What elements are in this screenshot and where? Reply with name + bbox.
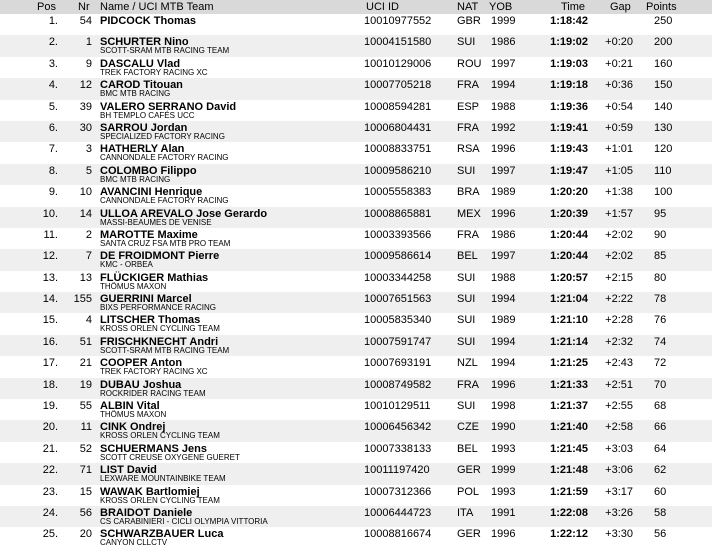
rider-nationality: GBR <box>457 15 481 27</box>
rider-team: SCOTT-SRAM MTB RACING TEAM <box>100 46 230 56</box>
rider-number: 9 <box>85 57 92 70</box>
rider-nationality: SUI <box>457 293 476 306</box>
rider-team: CANNONDALE FACTORY RACING <box>100 196 229 206</box>
rider-name: DUBAU Joshua <box>100 378 182 391</box>
rider-number: 51 <box>79 335 92 348</box>
rider-team: CANYON CLLCTV <box>100 538 168 548</box>
rider-uci-id: 10010129511 <box>364 400 431 413</box>
rider-gap: +3:26 <box>605 506 633 519</box>
rider-team: KMC - ORBEA <box>100 260 153 270</box>
rider-year-of-birth: 1993 <box>491 485 516 498</box>
rider-position: 23. <box>42 485 58 498</box>
result-row <box>0 442 712 463</box>
rider-year-of-birth: 1993 <box>491 442 516 455</box>
rider-year-of-birth: 1997 <box>491 250 516 263</box>
rider-number: 7 <box>85 250 92 263</box>
rider-points: 120 <box>654 143 673 156</box>
rider-name: VALERO SERRANO David <box>100 100 237 113</box>
header-points: Points <box>646 1 677 13</box>
rider-nationality: ITA <box>457 506 474 519</box>
rider-points: 76 <box>654 314 667 327</box>
rider-number: 10 <box>79 186 92 199</box>
result-row <box>0 313 712 334</box>
rider-team: SCOTT-SRAM MTB RACING TEAM <box>100 345 230 355</box>
rider-points: 60 <box>654 485 667 498</box>
rider-points: 160 <box>654 57 673 70</box>
rider-gap: +0:20 <box>605 36 633 49</box>
result-row <box>0 399 712 420</box>
results-table <box>0 14 712 549</box>
rider-position: 14. <box>42 293 58 306</box>
rider-nationality: BEL <box>457 442 478 455</box>
rider-position: 10. <box>42 207 58 220</box>
rider-nationality: BEL <box>457 250 478 263</box>
result-row <box>0 356 712 377</box>
rider-number: 155 <box>73 293 92 306</box>
result-row <box>0 249 712 270</box>
result-row <box>0 506 712 527</box>
result-row <box>0 378 712 399</box>
rider-points: 58 <box>654 506 667 519</box>
header-uci-id: UCI ID <box>366 1 399 13</box>
rider-uci-id: 10010977552 <box>364 15 432 27</box>
rider-time: 1:19:47 <box>550 164 588 177</box>
rider-team: TREK FACTORY RACING XC <box>100 67 208 77</box>
rider-year-of-birth: 1989 <box>491 314 516 327</box>
rider-team: THÖMUS MAXON <box>100 281 167 291</box>
rider-time: 1:21:33 <box>550 378 588 391</box>
rider-name: LITSCHER Thomas <box>100 314 201 327</box>
rider-name: CAROD Titouan <box>100 79 183 92</box>
rider-position: 12. <box>42 250 58 263</box>
rider-gap: +1:38 <box>605 186 633 199</box>
rider-points: 62 <box>654 464 667 477</box>
result-row <box>0 292 712 313</box>
rider-position: 20. <box>42 421 58 434</box>
rider-name: AVANCINI Henrique <box>100 186 203 199</box>
rider-year-of-birth: 1986 <box>491 228 516 241</box>
rider-year-of-birth: 1988 <box>491 271 516 284</box>
rider-gap: +2:22 <box>605 293 633 306</box>
rider-position: 9. <box>48 186 58 199</box>
rider-name: DE FROIDMONT Pierre <box>100 250 220 263</box>
rider-number: 56 <box>79 506 92 519</box>
rider-name: ALBIN Vital <box>100 400 160 413</box>
result-row <box>0 485 712 506</box>
rider-name: SCHWARZBAUER Luca <box>100 528 224 541</box>
rider-gap: +1:57 <box>605 207 633 220</box>
rider-time: 1:19:02 <box>550 36 588 49</box>
rider-time: 1:21:40 <box>550 421 588 434</box>
rider-team: SANTA CRUZ FSA MTB PRO TEAM <box>100 238 231 248</box>
rider-nationality: SUI <box>457 400 476 413</box>
result-row <box>0 228 712 249</box>
rider-position: 17. <box>42 357 58 370</box>
rider-year-of-birth: 1992 <box>491 121 516 134</box>
result-row <box>0 35 712 56</box>
rider-gap: +3:17 <box>605 485 633 498</box>
rider-year-of-birth: 1999 <box>491 15 516 27</box>
rider-year-of-birth: 1989 <box>491 186 516 199</box>
rider-gap: +2:02 <box>605 228 633 241</box>
rider-points: 78 <box>654 293 667 306</box>
result-row <box>0 100 712 121</box>
rider-number: 55 <box>79 400 92 413</box>
rider-uci-id: 10005835340 <box>364 314 432 327</box>
rider-points: 140 <box>654 100 673 113</box>
rider-number: 15 <box>79 485 92 498</box>
rider-name: BRAIDOT Daniele <box>100 506 193 519</box>
rider-time: 1:21:25 <box>550 357 588 370</box>
rider-time: 1:22:08 <box>550 506 588 519</box>
rider-gap: +0:54 <box>605 100 633 113</box>
rider-position: 4. <box>48 79 58 92</box>
rider-year-of-birth: 1994 <box>491 293 516 306</box>
rider-nationality: SUI <box>457 335 476 348</box>
rider-number: 5 <box>85 164 92 177</box>
rider-number: 52 <box>79 442 92 455</box>
rider-position: 21. <box>42 442 58 455</box>
header-nr: Nr <box>78 1 90 13</box>
rider-name: FRISCHKNECHT Andri <box>100 335 219 348</box>
rider-team: SCOTT CREUSE OXYGENE GUERET <box>100 452 240 462</box>
rider-uci-id: 10007338133 <box>364 442 432 455</box>
rider-team: CANNONDALE FACTORY RACING <box>100 153 229 163</box>
rider-nationality: ESP <box>457 100 480 113</box>
rider-year-of-birth: 1994 <box>491 79 516 92</box>
rider-gap: +2:58 <box>605 421 633 434</box>
rider-uci-id: 10008594281 <box>364 100 432 113</box>
rider-uci-id: 10005558383 <box>364 186 432 199</box>
rider-nationality: FRA <box>457 79 479 92</box>
rider-gap: +0:59 <box>605 121 633 134</box>
result-row <box>0 57 712 78</box>
rider-time: 1:18:42 <box>550 15 588 27</box>
rider-year-of-birth: 1994 <box>491 357 516 370</box>
rider-number: 4 <box>85 314 92 327</box>
rider-points: 95 <box>654 207 667 220</box>
header-nat: NAT <box>457 1 479 13</box>
rider-name: PIDCOCK Thomas <box>100 15 196 27</box>
rider-gap: +0:36 <box>605 79 633 92</box>
rider-number: 30 <box>79 121 92 134</box>
rider-year-of-birth: 1997 <box>491 164 516 177</box>
rider-uci-id: 10007312366 <box>364 485 432 498</box>
rider-team: LEXWARE MOUNTAINBIKE TEAM <box>100 474 226 484</box>
rider-nationality: SUI <box>457 314 476 327</box>
rider-name: SARROU Jordan <box>100 121 188 134</box>
rider-time: 1:19:41 <box>550 121 588 134</box>
result-row <box>0 271 712 292</box>
rider-time: 1:21:10 <box>550 314 588 327</box>
rider-number: 71 <box>79 464 92 477</box>
rider-points: 70 <box>654 378 667 391</box>
rider-uci-id: 10007705218 <box>364 79 432 92</box>
rider-gap: +2:02 <box>605 250 633 263</box>
rider-name: COLOMBO Filippo <box>100 164 197 177</box>
result-row <box>0 335 712 356</box>
result-row <box>0 420 712 441</box>
rider-number: 20 <box>79 528 92 541</box>
result-row <box>0 527 712 548</box>
rider-name: WAWAK Bartlomiej <box>100 485 200 498</box>
rider-gap: +2:51 <box>605 378 633 391</box>
rider-year-of-birth: 1996 <box>491 528 516 541</box>
rider-team: ROCKRIDER RACING TEAM <box>100 388 206 398</box>
rider-gap: +2:32 <box>605 335 633 348</box>
rider-number: 19 <box>79 378 92 391</box>
rider-points: 130 <box>654 121 673 134</box>
rider-team: SPECIALIZED FACTORY RACING <box>100 131 225 141</box>
rider-team: CS CARABINIERI - CICLI OLYMPIA VITTORIA <box>100 516 268 526</box>
rider-time: 1:20:57 <box>550 271 588 284</box>
header-pos: Pos <box>37 1 56 13</box>
rider-position: 19. <box>42 400 58 413</box>
rider-position: 6. <box>48 121 58 134</box>
rider-number: 12 <box>79 79 92 92</box>
rider-gap: +1:05 <box>605 164 633 177</box>
rider-position: 13. <box>42 271 58 284</box>
rider-nationality: MEX <box>457 207 481 220</box>
rider-points: 85 <box>654 250 667 263</box>
rider-uci-id: 10011197420 <box>364 464 430 477</box>
rider-nationality: NZL <box>457 357 478 370</box>
rider-year-of-birth: 1998 <box>491 400 516 413</box>
rider-uci-id: 10007591747 <box>364 335 432 348</box>
rider-name: DASCALU Vlad <box>100 57 181 70</box>
rider-time: 1:19:43 <box>550 143 588 156</box>
rider-uci-id: 10007651563 <box>364 293 432 306</box>
rider-time: 1:21:04 <box>550 293 588 306</box>
results-header-row <box>0 0 712 14</box>
rider-number: 2 <box>85 228 92 241</box>
rider-year-of-birth: 1991 <box>491 506 516 519</box>
rider-name: HATHERLY Alan <box>100 143 185 156</box>
rider-uci-id: 10006804431 <box>364 121 432 134</box>
rider-points: 200 <box>654 36 673 49</box>
rider-time: 1:21:59 <box>550 485 588 498</box>
rider-gap: +3:03 <box>605 442 633 455</box>
rider-time: 1:21:14 <box>550 335 588 348</box>
header-name-team: Name / UCI MTB Team <box>100 1 214 13</box>
rider-gap: +3:06 <box>605 464 633 477</box>
rider-position: 24. <box>42 506 58 519</box>
rider-uci-id: 10010129006 <box>364 57 432 70</box>
rider-team: BIXS PERFORMANCE RACING <box>100 303 217 313</box>
rider-name: MAROTTE Maxime <box>100 228 198 241</box>
rider-points: 90 <box>654 228 667 241</box>
result-row <box>0 463 712 484</box>
rider-points: 250 <box>654 15 673 27</box>
rider-number: 39 <box>79 100 92 113</box>
rider-time: 1:19:18 <box>550 79 588 92</box>
rider-number: 3 <box>85 143 92 156</box>
rider-uci-id: 10006456342 <box>364 421 432 434</box>
rider-gap: +2:28 <box>605 314 633 327</box>
rider-points: 64 <box>654 442 667 455</box>
rider-year-of-birth: 1997 <box>491 57 516 70</box>
rider-number: 14 <box>79 207 92 220</box>
rider-position: 1. <box>48 15 58 27</box>
rider-gap: +2:43 <box>605 357 633 370</box>
rider-points: 72 <box>654 357 667 370</box>
rider-name: GUERRINI Marcel <box>100 293 192 306</box>
rider-name: COOPER Anton <box>100 357 183 370</box>
rider-position: 15. <box>42 314 58 327</box>
result-row <box>0 121 712 142</box>
rider-time: 1:21:48 <box>550 464 588 477</box>
rider-name: SCHURTER Nino <box>100 36 189 49</box>
rider-time: 1:21:37 <box>550 400 588 413</box>
rider-team: KROSS ORLEN CYCLING TEAM <box>100 431 220 441</box>
result-row <box>0 185 712 206</box>
rider-uci-id: 10007693191 <box>364 357 432 370</box>
rider-nationality: BRA <box>457 186 480 199</box>
header-time: Time <box>561 1 586 13</box>
rider-position: 5. <box>48 100 58 113</box>
rider-nationality: SUI <box>457 164 476 177</box>
rider-team: BH TEMPLO CAFÉS UCC <box>100 110 195 120</box>
rider-name: LIST David <box>100 464 157 477</box>
rider-gap: +2:15 <box>605 271 633 284</box>
rider-team: THÖMUS MAXON <box>100 410 167 420</box>
result-row <box>0 142 712 163</box>
rider-uci-id: 10008833751 <box>364 143 432 156</box>
rider-year-of-birth: 1996 <box>491 378 516 391</box>
rider-time: 1:20:44 <box>550 228 588 241</box>
rider-nationality: POL <box>457 485 480 498</box>
rider-nationality: ROU <box>457 57 482 70</box>
result-row <box>0 78 712 99</box>
rider-year-of-birth: 1994 <box>491 335 516 348</box>
rider-year-of-birth: 1990 <box>491 421 516 434</box>
rider-uci-id: 10004151580 <box>364 36 432 49</box>
rider-position: 11. <box>43 228 58 241</box>
rider-gap: +0:21 <box>605 57 633 70</box>
rider-year-of-birth: 1996 <box>491 207 516 220</box>
rider-points: 66 <box>654 421 667 434</box>
rider-team: BMC MTB RACING <box>100 174 171 184</box>
rider-uci-id: 10003393566 <box>364 228 432 241</box>
header-yob: YOB <box>489 1 513 13</box>
rider-nationality: GER <box>457 464 481 477</box>
rider-name: FLÜCKIGER Mathias <box>100 271 209 284</box>
rider-name: SCHUERMANS Jens <box>100 442 207 455</box>
rider-time: 1:21:45 <box>550 442 588 455</box>
rider-uci-id: 10008749582 <box>364 378 432 391</box>
rider-time: 1:20:20 <box>550 186 588 199</box>
result-row <box>0 14 712 35</box>
rider-team: TREK FACTORY RACING XC <box>100 367 208 377</box>
rider-points: 68 <box>654 400 667 413</box>
rider-points: 74 <box>654 335 667 348</box>
rider-nationality: FRA <box>457 228 479 241</box>
rider-name: ULLOA AREVALO Jose Gerardo <box>100 207 268 220</box>
rider-time: 1:19:03 <box>550 57 588 70</box>
rider-gap: +2:55 <box>605 400 633 413</box>
rider-position: 16. <box>42 335 58 348</box>
rider-position: 25. <box>42 528 58 541</box>
rider-team: MASSI-BEAUMES DE VENISE <box>100 217 212 227</box>
rider-position: 8. <box>48 164 58 177</box>
rider-points: 80 <box>654 271 667 284</box>
rider-number: 11 <box>80 421 92 434</box>
rider-position: 18. <box>42 378 58 391</box>
rider-position: 2. <box>48 36 58 49</box>
rider-nationality: GER <box>457 528 481 541</box>
rider-year-of-birth: 1996 <box>491 143 516 156</box>
rider-nationality: FRA <box>457 378 479 391</box>
rider-nationality: CZE <box>457 421 479 434</box>
rider-nationality: RSA <box>457 143 480 156</box>
rider-number: 54 <box>79 15 92 27</box>
rider-points: 110 <box>654 164 672 177</box>
rider-time: 1:22:12 <box>550 528 588 541</box>
rider-year-of-birth: 1999 <box>491 464 516 477</box>
rider-team: KROSS ORLEN CYCLING TEAM <box>100 495 220 505</box>
rider-team: KROSS ORLEN CYCLING TEAM <box>100 324 220 334</box>
header-gap: Gap <box>610 1 631 13</box>
rider-number: 13 <box>79 271 92 284</box>
rider-nationality: SUI <box>457 271 476 284</box>
rider-uci-id: 10009586210 <box>364 164 432 177</box>
rider-uci-id: 10008865881 <box>364 207 432 220</box>
result-row <box>0 207 712 228</box>
rider-position: 3. <box>48 57 58 70</box>
rider-team: BMC MTB RACING <box>100 89 171 99</box>
rider-time: 1:20:39 <box>550 207 588 220</box>
rider-number: 1 <box>85 36 92 49</box>
rider-uci-id: 10008816674 <box>364 528 432 541</box>
rider-year-of-birth: 1988 <box>491 100 516 113</box>
rider-uci-id: 10003344258 <box>364 271 432 284</box>
rider-number: 21 <box>79 357 92 370</box>
rider-time: 1:19:36 <box>550 100 588 113</box>
rider-position: 22. <box>42 464 58 477</box>
rider-gap: +1:01 <box>605 143 633 156</box>
rider-gap: +3:30 <box>605 528 633 541</box>
rider-uci-id: 10009586614 <box>364 250 432 263</box>
rider-year-of-birth: 1986 <box>491 36 516 49</box>
rider-points: 56 <box>654 528 667 541</box>
rider-name: CINK Ondrej <box>100 421 166 434</box>
rider-points: 100 <box>654 186 673 199</box>
result-row <box>0 164 712 185</box>
rider-time: 1:20:44 <box>550 250 588 263</box>
rider-nationality: FRA <box>457 121 479 134</box>
rider-points: 150 <box>654 79 673 92</box>
rider-position: 7. <box>48 143 58 156</box>
rider-nationality: SUI <box>457 36 476 49</box>
rider-uci-id: 10006444723 <box>364 506 432 519</box>
